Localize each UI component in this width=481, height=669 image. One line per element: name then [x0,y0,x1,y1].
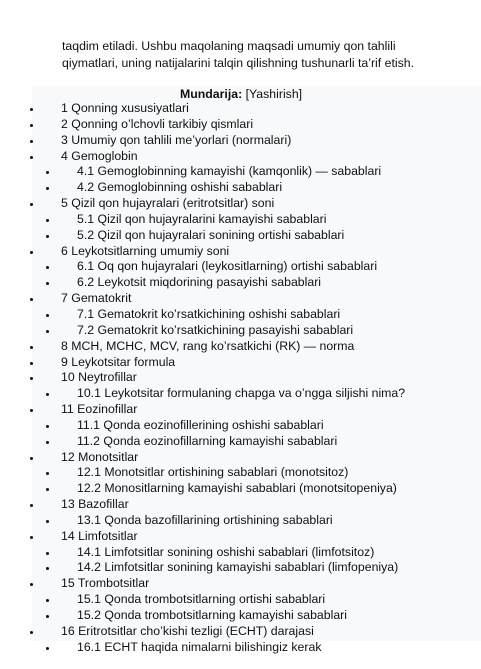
bullet-icon [30,504,33,507]
toc-title: Mundarija: [180,87,243,101]
toc-link[interactable]: 6.2 Leykotsit miqdorining pasayishi sabablari [77,275,322,290]
toc-link[interactable]: 16 Eritrotsitlar cho’kishi tezligi (ECHT) darajasi [61,623,314,638]
intro-line: qiymatlari, uning natijalarini talqin qilishning tushunarli ta’rif etish. [62,56,415,70]
bullet-icon [30,108,33,111]
toc-link[interactable]: 4 Gemoglobin [61,148,138,163]
toc-link[interactable]: 12.1 Monotsitlar ortishining sabablari (monotsitoz) [77,465,349,480]
toc-link[interactable]: 9 Leykotsitar formula [61,354,176,369]
toc-link[interactable]: 3 Umumiy qon tahlili me’yorlari (normalari) [61,132,292,147]
bullet-icon [46,441,49,444]
bullet-icon [46,235,49,238]
toc-link[interactable]: 14 Limfotsitlar [61,528,138,543]
toc-link[interactable]: 11 Eozinofillar [61,402,138,417]
bullet-icon [30,536,33,539]
toc-link[interactable]: 11.1 Qonda eozinofillerining oshishi sabablari [77,417,324,432]
bullet-icon [46,219,49,222]
toc-link[interactable]: 13 Bazofillar [61,497,129,512]
toc-link[interactable]: 2 Qonning o’lchovli tarkibiy qismlari [61,116,254,131]
intro-line: taqdim etiladi. Ushbu maqolaning maqsadi umumiy qon tahlili [62,39,396,53]
bullet-icon [46,520,49,523]
toc-link[interactable]: 5.1 Qizil qon hujayralarini kamayishi sabablari [77,211,327,226]
bullet-icon [46,647,49,650]
toc-link[interactable]: 12 Monotsitlar [61,449,139,464]
bullet-icon [46,472,49,475]
toc-link[interactable]: 15.2 Qonda trombotsitlarning kamayishi sabablari [77,608,347,622]
bullet-icon [30,631,33,634]
toc-link[interactable]: 15.1 Qonda trombotsitlarning ortishi sabablari [77,592,326,607]
bullet-icon [46,266,49,269]
toc-header [180,86,302,102]
intro-paragraph [62,38,472,72]
toc-link[interactable]: 10.1 Leykotsitar formulaning chapga va o’ngga siljishi nima? [77,386,406,401]
toc-link[interactable]: 13.1 Qonda bazofillarining ortishining sabablari [77,512,333,527]
table-of-contents [32,86,481,654]
bullet-icon [30,583,33,586]
bullet-icon [30,140,33,143]
bullet-icon [46,552,49,555]
toc-link[interactable]: 16.1 ECHT haqida nimalarni bilishingiz kerak [77,639,322,654]
bullet-icon [46,282,49,285]
bullet-icon [46,393,49,396]
bullet-icon [30,251,33,254]
bullet-icon [46,615,49,618]
toc-link[interactable]: 14.2 Limfotsitlar sonining kamayishi sabablari (limfopeniya) [77,560,399,575]
bullet-icon [30,409,33,412]
toc-link[interactable]: 12.2 Monositlarning kamayishi sabablari (monotsitopeniya) [77,481,397,496]
bullet-icon [30,346,33,349]
toc-link[interactable]: 8 MCH, MCHC, MCV, rang ko’rsatkichi (RK) — norma [61,338,355,353]
toc-link[interactable]: 7.2 Gematokrit ko’rsatkichining pasayishi sabablari [77,322,354,337]
bullet-icon [46,488,49,491]
bullet-icon [30,203,33,206]
toc-link[interactable]: 10 Neytrofillar [61,370,137,385]
toc-link[interactable]: 11.2 Qonda eozinofillarning kamayishi sabablari [77,433,338,448]
bullet-icon [30,124,33,127]
bullet-icon [46,330,49,333]
bullet-icon [46,425,49,428]
toc-hide-toggle[interactable]: [Yashirish] [245,87,303,101]
toc-link[interactable]: 1 Qonning xususiyatlari [61,101,189,115]
toc-link[interactable]: 14.1 Limfotsitlar sonining oshishi sabablari (limfotsitoz) [77,544,375,559]
toc-link[interactable]: 5 Qizil qon hujayralari (eritrotsitlar) soni [61,196,275,211]
bullet-icon [30,457,33,460]
bullet-icon [30,156,33,159]
toc-link[interactable]: 15 Trombotsitlar [61,576,150,591]
toc-link[interactable]: 5.2 Qizil qon hujayralari sonining ortishi sabablari [77,227,345,242]
bullet-icon [46,599,49,602]
toc-link[interactable]: 7.1 Gematokrit ko’rsatkichining oshishi sabablari [77,306,341,321]
toc-link[interactable]: 6 Leykotsitlarning umumiy soni [61,243,230,258]
bullet-icon [46,171,49,174]
bullet-icon [46,314,49,317]
bullet-icon [30,298,33,301]
toc-link[interactable]: 7 Gematokrit [61,291,132,306]
toc-link[interactable]: 6.1 Oq qon hujayralari (leykositlarning) ortishi sabablari [77,259,378,274]
toc-link[interactable]: 4.2 Gemoglobinning oshishi sabablari [77,180,283,195]
toc-link[interactable]: 4.1 Gemoglobinning kamayishi (kamqonlik) — sabablari [77,164,382,179]
bullet-icon [46,567,49,570]
bullet-icon [30,362,33,365]
bullet-icon [30,377,33,380]
bullet-icon [46,187,49,190]
